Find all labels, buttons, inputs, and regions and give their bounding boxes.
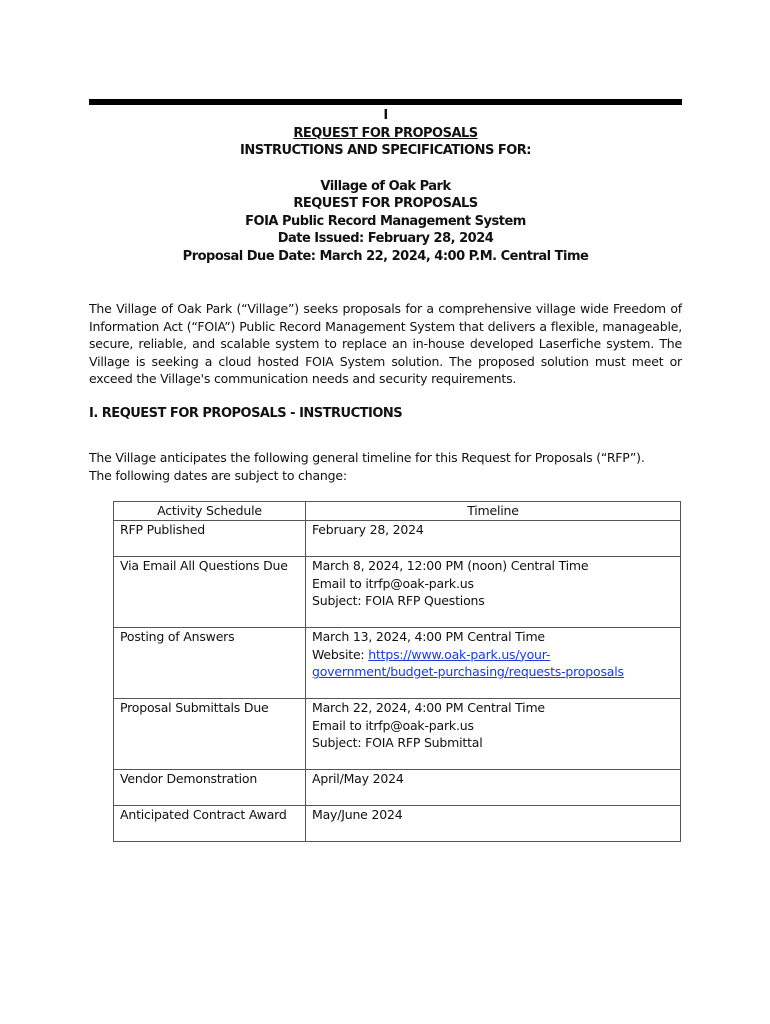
schedule-table bbox=[113, 501, 681, 842]
intro-paragraph: The Village of Oak Park (“Village”) seeks proposals for a comprehensive village wide Freedom of Information Act (“FOIA”) Public Record Management System that delivers a flexible, manageable, secure, reliable, and scalable system to replace an in-house developed Laserfiche system. The Village is seeking a cloud hosted FOIA System solution. The proposed solution must meet or exceed the Village's communication needs and security requirements. bbox=[89, 301, 682, 387]
timeline-intro-line-2: The following dates are subject to change: bbox=[89, 467, 347, 483]
section-heading: I. REQUEST FOR PROPOSALS - INSTRUCTIONS bbox=[89, 406, 403, 421]
top-rule bbox=[89, 99, 682, 105]
timeline-line: February 28, 2024 bbox=[312, 522, 424, 537]
table-row bbox=[114, 521, 681, 557]
rfp-subtitle: INSTRUCTIONS AND SPECIFICATIONS FOR: bbox=[240, 143, 531, 158]
timeline-line: Subject: FOIA RFP Questions bbox=[312, 593, 485, 609]
activity-cell: Anticipated Contract Award bbox=[114, 806, 306, 842]
timeline-column-header: Timeline bbox=[306, 502, 681, 521]
timeline-intro bbox=[89, 449, 682, 484]
project-name: FOIA Public Record Management System bbox=[245, 213, 526, 229]
table-row bbox=[114, 806, 681, 842]
timeline-cell bbox=[306, 628, 681, 699]
timeline-cell bbox=[306, 699, 681, 770]
activity-cell: Proposal Submittals Due bbox=[114, 699, 306, 770]
rfp-title: REQUEST FOR PROPOSALS bbox=[293, 125, 478, 141]
timeline-line: Subject: FOIA RFP Submittal bbox=[312, 735, 483, 751]
document-header bbox=[89, 107, 682, 265]
timeline-line: May/June 2024 bbox=[312, 807, 403, 822]
timeline-line: March 22, 2024, 4:00 PM Central Time bbox=[312, 700, 545, 715]
table-row bbox=[114, 557, 681, 628]
website-line bbox=[312, 646, 674, 664]
timeline-line: March 13, 2024, 4:00 PM Central Time bbox=[312, 629, 545, 644]
website-label: Website: bbox=[312, 646, 369, 662]
timeline-cell bbox=[306, 806, 681, 842]
timeline-cell bbox=[306, 770, 681, 806]
header-marker: I bbox=[383, 108, 388, 123]
activity-cell: Posting of Answers bbox=[114, 628, 306, 699]
organization-name: Village of Oak Park bbox=[320, 178, 451, 194]
activity-column-header: Activity Schedule bbox=[114, 502, 306, 521]
table-row bbox=[114, 628, 681, 699]
document-type: REQUEST FOR PROPOSALS bbox=[293, 196, 478, 211]
timeline-line: April/May 2024 bbox=[312, 771, 404, 786]
activity-cell: RFP Published bbox=[114, 521, 306, 557]
activity-cell: Vendor Demonstration bbox=[114, 770, 306, 806]
proposal-due-date: Proposal Due Date: March 22, 2024, 4:00 P.M. Central Time bbox=[182, 248, 589, 264]
timeline-cell bbox=[306, 557, 681, 628]
rfp-website-link[interactable]: https://www.oak-park.us/your- bbox=[368, 646, 551, 662]
timeline-intro-line-1: The Village anticipates the following general timeline for this Request for Proposals (“RFP”). bbox=[89, 450, 645, 465]
date-issued: Date Issued: February 28, 2024 bbox=[277, 231, 494, 246]
timeline-line: Email to itrfp@oak-park.us bbox=[312, 575, 474, 591]
table-row bbox=[114, 770, 681, 806]
schedule-header-row bbox=[114, 502, 681, 521]
rfp-website-link-continued[interactable]: government/budget-purchasing/requests-proposals bbox=[312, 664, 624, 680]
timeline-line: Email to itrfp@oak-park.us bbox=[312, 717, 474, 733]
website-line-continued bbox=[312, 663, 674, 681]
table-row bbox=[114, 699, 681, 770]
timeline-line: March 8, 2024, 12:00 PM (noon) Central Time bbox=[312, 558, 589, 573]
timeline-cell bbox=[306, 521, 681, 557]
activity-cell: Via Email All Questions Due bbox=[114, 557, 306, 628]
